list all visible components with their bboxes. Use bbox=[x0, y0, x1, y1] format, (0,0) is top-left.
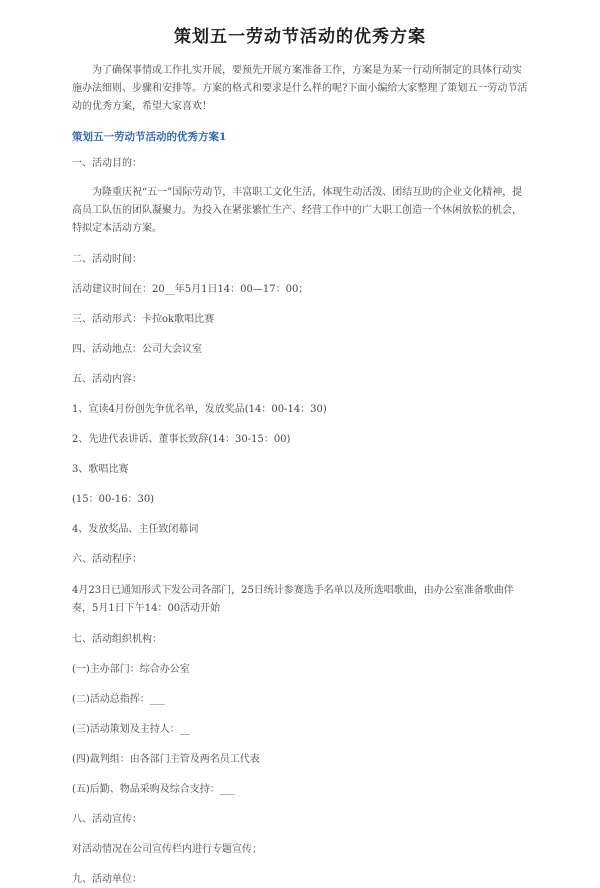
heading-purpose: 一、活动目的： bbox=[72, 158, 142, 169]
list-item: 1、宣读4月份创先争优名单，发放奖品(14：00-14：30) bbox=[72, 404, 327, 415]
heading-location: 四、活动地点：公司大会议室 bbox=[72, 344, 202, 355]
heading-procedure: 六、活动程序： bbox=[72, 554, 142, 565]
heading-units: 九、活动单位： bbox=[72, 874, 142, 885]
heading-publicity: 八、活动宣传： bbox=[72, 814, 142, 825]
intro-paragraph: 为了确保事情或工作扎实开展，要预先开展方案准备工作，方案是为某一行动所制定的具体行动实施办法细则、步骤和安排等。方案的格式和要求是什么样的呢?下面小编给大家整理了策划五一劳动节活动的优秀方案，希望大家喜欢！ bbox=[72, 65, 528, 112]
page-title: 策划五一劳动节活动的优秀方案 bbox=[174, 27, 426, 47]
heading-content: 五、活动内容： bbox=[72, 374, 142, 385]
list-item: (四)裁判组：由各部门主管及两名员工代表 bbox=[72, 754, 260, 765]
list-item: 3、歌唱比赛 bbox=[72, 464, 129, 475]
paragraph-publicity-body: 对活动情况在公司宣传栏内进行专题宣传； bbox=[72, 844, 262, 855]
heading-organization: 七、活动组织机构： bbox=[72, 634, 162, 645]
section-subheading: 策划五一劳动节活动的优秀方案1 bbox=[72, 131, 227, 143]
paragraph-procedure-body: 4月23日已通知形式下发公司各部门，25日统计参赛选手名单以及所选唱歌曲，由办公室准备歌曲伴奏，5月1日下午14：00活动开始 bbox=[72, 585, 514, 614]
list-item: (15：00-16：30) bbox=[72, 494, 155, 505]
heading-format: 三、活动形式：卡拉ok歌唱比赛 bbox=[72, 314, 215, 325]
list-item: (三)活动策划及主持人：__ bbox=[72, 724, 190, 735]
list-item: (二)活动总指挥：___ bbox=[72, 694, 165, 705]
list-item: (一)主办部门：综合办公室 bbox=[72, 664, 190, 675]
paragraph-purpose-body: 为隆重庆祝“五一”国际劳动节，丰富职工文化生活，体现生动活泼、团结互助的企业文化精神，提高员工队伍的团队凝聚力。为投入在紧张繁忙生产、经营工作中的广大职工创造一个休闲放松的机会，特拟定本活动方案。 bbox=[72, 187, 523, 234]
heading-time: 二、活动时间： bbox=[72, 254, 142, 265]
list-item: 2、先进代表讲话、董事长致辞(14：30-15：00) bbox=[72, 434, 291, 445]
paragraph-time-body: 活动建议时间在：20__年5月1日14：00—17：00； bbox=[72, 284, 309, 295]
list-item: (五)后勤、物品采购及综合支持：___ bbox=[72, 784, 235, 795]
list-item: 4、发放奖品、主任致闭幕词 bbox=[72, 524, 199, 535]
plan-content bbox=[72, 144, 528, 888]
